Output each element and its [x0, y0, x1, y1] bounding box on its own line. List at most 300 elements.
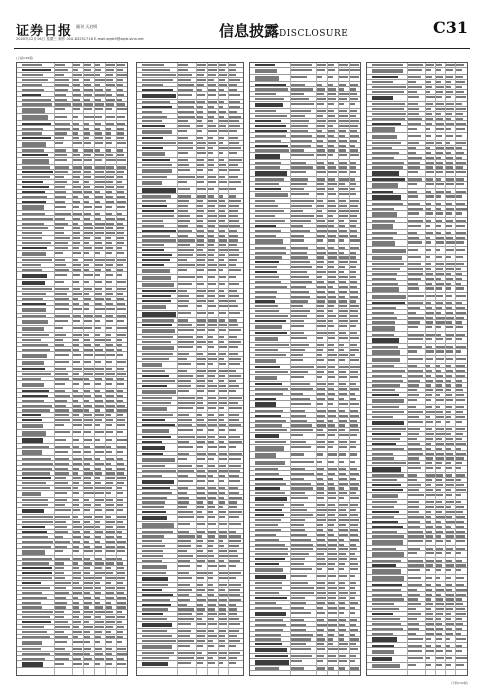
table-cell-text: [436, 511, 443, 513]
table-cell-text: [446, 548, 453, 550]
table-cell-text: [436, 178, 441, 180]
table-cell-text: [408, 577, 421, 579]
table-cell-text: [408, 535, 424, 537]
table-cell-text: [55, 390, 64, 392]
table-cell-text: [290, 473, 313, 475]
table-cell-text: [106, 354, 115, 356]
table-cell-text: [408, 108, 419, 110]
table-cell-text: [339, 534, 348, 536]
table-cell-text: [55, 64, 65, 66]
table-cell-text: [350, 344, 357, 346]
table-cell-text: [456, 208, 467, 210]
table-cell-text: [328, 483, 334, 485]
table-cell-text: [426, 76, 433, 78]
table-cell-text: [426, 123, 432, 125]
table-cell-text: [456, 152, 465, 154]
table-cell-text: [208, 195, 214, 197]
table-cell-text: [73, 373, 79, 375]
table-cell-text: [229, 188, 236, 190]
table-cell-text: [55, 458, 69, 460]
table-cell-text: [408, 457, 419, 459]
table-cell-text: [350, 587, 356, 589]
table-cell-text: [350, 643, 356, 645]
table-cell-text: [426, 462, 432, 464]
header-rule: [14, 48, 470, 49]
table-cell-text: [218, 535, 227, 537]
table-cell-text: [456, 494, 461, 496]
table-cell-text: [84, 572, 90, 574]
table-cell-text: [255, 655, 287, 657]
table-cell-text: [339, 200, 347, 202]
table-cell-text: [178, 584, 190, 586]
table-cell-text: [117, 288, 126, 290]
table-cell-text: [426, 203, 432, 205]
table-cell-text: [84, 373, 93, 375]
table-cell-text: [229, 159, 242, 161]
table-cell-text: [178, 283, 192, 285]
table-cell-text: [290, 667, 304, 669]
table-cell-text: [22, 562, 49, 564]
table-cell-text: [456, 278, 463, 280]
table-cell-text: [350, 261, 357, 263]
table-cell-text: [229, 111, 237, 113]
table-cell-text: [456, 287, 465, 289]
table-cell-text: [339, 145, 346, 147]
table-cell-text: [446, 584, 452, 586]
table-cell-text: [55, 264, 65, 266]
table-cell-text: [218, 414, 224, 416]
table-cell-text: [255, 410, 282, 412]
table-cell-text: [142, 74, 176, 76]
table-cell-text: [255, 548, 288, 550]
table-cell-text: [255, 553, 288, 555]
table-cell-text: [290, 424, 312, 426]
table-cell-text: [446, 208, 455, 210]
table-cell-text: [317, 145, 323, 147]
table-cell-text: [55, 349, 70, 351]
table-cell-text: [426, 416, 431, 418]
table-cell-text: [317, 220, 326, 222]
table-cell-text: [218, 152, 223, 154]
table-cell-text: [328, 332, 335, 334]
table-cell-text: [426, 220, 431, 222]
table-cell-text: [22, 602, 41, 604]
table-cell-text: [436, 484, 443, 486]
table-cell-text: [208, 545, 214, 547]
table-cell-text: [22, 400, 43, 402]
table-cell-text: [106, 626, 113, 628]
table-cell-text: [178, 164, 189, 166]
table-cell-text: [426, 650, 434, 652]
table-cell-text: [208, 169, 213, 171]
table-cell-text: [372, 399, 404, 403]
table-cell-text: [290, 205, 312, 207]
table-cell-text: [84, 242, 89, 244]
table-cell-text: [229, 358, 241, 360]
table-cell-text: [218, 480, 224, 482]
table-cell-text: [106, 186, 114, 188]
table-cell-text: [426, 552, 434, 554]
table-cell-text: [178, 662, 191, 664]
table-cell-text: [84, 264, 89, 266]
table-cell-text: [208, 635, 217, 637]
table-cell-text: [436, 494, 443, 496]
table-cell-text: [142, 535, 164, 537]
table-cell-text: [117, 74, 127, 76]
table-cell-text: [229, 137, 238, 139]
table-cell-text: [208, 470, 217, 472]
table-cell-text: [317, 239, 323, 241]
table-cell-text: [208, 130, 217, 132]
table-cell-text: [142, 458, 175, 462]
table-cell-text: [106, 383, 112, 385]
table-cell-text: [178, 264, 195, 266]
table-cell-text: [339, 634, 344, 636]
table-cell-text: [328, 429, 337, 431]
table-cell-text: [339, 64, 348, 66]
table-cell-text: [117, 468, 125, 470]
table-cell-text: [117, 582, 123, 584]
table-cell-text: [339, 359, 345, 361]
table-cell-text: [229, 380, 236, 382]
table-cell-text: [229, 613, 237, 615]
table-cell-text: [229, 341, 241, 343]
table-cell-text: [456, 317, 464, 319]
table-cell-text: [218, 652, 227, 654]
table-cell-text: [350, 135, 359, 137]
table-cell-text: [339, 183, 345, 185]
table-row: [250, 647, 360, 654]
table-cell-text: [117, 621, 123, 623]
table-cell-text: [197, 560, 204, 562]
table-cell-text: [317, 162, 324, 164]
table-cell-text: [55, 344, 64, 346]
table-cell-text: [73, 247, 79, 249]
table-cell-text: [106, 562, 114, 564]
table-cell-text: [117, 653, 127, 655]
table-cell-text: [290, 125, 308, 127]
table-cell-text: [229, 497, 242, 499]
table-cell-text: [408, 623, 419, 625]
table-cell-text: [339, 93, 349, 95]
table-cell-text: [446, 171, 454, 173]
table-cell-text: [106, 334, 111, 336]
table-cell-text: [229, 283, 239, 285]
table-cell-text: [339, 276, 349, 278]
table-cell-text: [317, 135, 325, 137]
table-cell-text: [178, 79, 191, 81]
table-cell-text: [255, 69, 277, 73]
table-cell-text: [218, 436, 226, 438]
table-cell-text: [372, 338, 399, 342]
table-cell-text: [55, 468, 67, 470]
table-cell-text: [197, 111, 203, 113]
table-cell-text: [408, 380, 421, 382]
table-cell-text: [117, 166, 126, 168]
table-cell-text: [218, 249, 227, 251]
table-cell-text: [229, 205, 239, 207]
table-cell-text: [142, 69, 170, 71]
table-cell-text: [328, 487, 336, 489]
table-cell-text: [106, 196, 113, 198]
table-cell-text: [95, 577, 102, 579]
table-cell-text: [339, 315, 347, 317]
table-row: [250, 238, 360, 245]
table-cell-text: [218, 402, 227, 404]
table-cell-text: [372, 489, 403, 491]
table-cell-text: [290, 638, 310, 640]
table-cell-text: [350, 624, 356, 626]
table-cell-text: [317, 325, 326, 327]
table-cell-text: [142, 125, 165, 127]
table-cell-text: [106, 477, 115, 479]
table-cell-text: [408, 237, 420, 239]
table-cell-text: [218, 511, 225, 513]
table-row: [367, 568, 467, 575]
table-cell-text: [117, 536, 123, 538]
table-cell-text: [106, 259, 115, 261]
column-1: [16, 56, 128, 678]
table-cell-text: [106, 142, 113, 144]
table-cell-text: [106, 154, 114, 156]
table-cell-text: [317, 286, 326, 288]
table-cell-text: [142, 572, 166, 574]
table-cell-text: [446, 467, 452, 469]
table-cell-text: [372, 302, 405, 304]
table-cell-text: [95, 611, 105, 613]
table-cell-text: [106, 303, 113, 305]
table-cell-text: [339, 84, 346, 86]
table-cell-text: [95, 516, 103, 518]
table-cell-text: [117, 567, 124, 569]
table-cell-text: [22, 354, 47, 358]
table-cell-text: [317, 434, 325, 436]
table-cell-text: [372, 584, 402, 586]
table-cell-text: [350, 69, 360, 71]
table-cell-text: [408, 462, 420, 464]
table-cell-text: [317, 344, 324, 346]
table-cell-text: [317, 178, 325, 180]
table-cell-text: [408, 178, 423, 180]
table-cell-text: [218, 613, 225, 615]
table-cell-text: [197, 283, 204, 285]
table-cell-text: [197, 370, 206, 372]
table-cell-text: [84, 487, 93, 489]
table-cell-text: [178, 249, 194, 251]
table-cell-text: [408, 657, 423, 659]
table-cell-text: [106, 546, 115, 548]
table-cell-text: [95, 354, 105, 356]
table-cell-text: [178, 446, 193, 448]
table-cell-text: [328, 149, 335, 151]
table-cell-text: [229, 89, 237, 91]
table-cell-text: [290, 624, 305, 626]
table-cell-text: [426, 91, 431, 93]
table-cell-text: [456, 384, 462, 386]
table-cell-text: [328, 592, 336, 594]
table-cell-text: [229, 475, 239, 477]
table-cell-text: [339, 247, 345, 249]
table-cell-text: [208, 69, 217, 71]
table-cell-text: [290, 592, 313, 594]
table-cell-text: [95, 400, 103, 402]
table-cell-text: [208, 657, 214, 659]
table-cell-text: [73, 281, 80, 283]
table-cell-text: [229, 662, 236, 664]
table-cell-text: [290, 130, 308, 132]
table-row: [367, 95, 467, 102]
table-cell-text: [208, 324, 217, 326]
table-cell-text: [317, 93, 324, 95]
table-cell-text: [95, 339, 105, 341]
table-cell-text: [446, 249, 454, 251]
table-cell-text: [229, 276, 236, 278]
table-cell-text: [73, 468, 79, 470]
table-cell-text: [436, 633, 442, 635]
table-cell-text: [84, 504, 91, 506]
table-cell-text: [73, 521, 81, 523]
table-cell-text: [339, 403, 348, 405]
table-cell-text: [456, 540, 465, 542]
table-cell-text: [178, 358, 187, 360]
table-cell-text: [106, 344, 113, 346]
table-cell-text: [339, 349, 344, 351]
table-cell-text: [290, 115, 304, 117]
table-cell-text: [95, 567, 102, 569]
table-cell-text: [339, 410, 346, 412]
table-cell-text: [255, 619, 283, 621]
table-cell-text: [106, 84, 116, 86]
table-cell-text: [142, 370, 165, 372]
table-cell-text: [317, 624, 327, 626]
table-cell-text: [197, 453, 206, 455]
table-cell-text: [436, 608, 444, 610]
table-cell-text: [73, 293, 82, 295]
table-cell-text: [95, 409, 100, 411]
table-cell-text: [106, 536, 114, 538]
table-cell-text: [197, 531, 205, 533]
table-cell-text: [456, 521, 464, 523]
table-cell-text: [73, 409, 83, 411]
table-cell-text: [317, 261, 325, 263]
table-cell-text: [408, 142, 419, 144]
table-cell-text: [142, 169, 172, 173]
table-cell-text: [350, 291, 358, 293]
table-cell-text: [229, 630, 239, 632]
table-row: [367, 182, 467, 189]
table-row: [367, 240, 467, 247]
table-cell-text: [142, 516, 166, 520]
table-cell-text: [446, 564, 455, 566]
table-row: [137, 456, 243, 463]
table-cell-text: [255, 344, 288, 346]
table-cell-text: [55, 648, 64, 650]
table-cell-text: [339, 619, 346, 621]
table-cell-text: [255, 529, 281, 531]
table-cell-text: [339, 597, 346, 599]
table-cell-text: [22, 658, 44, 660]
table-cell-text: [328, 188, 334, 190]
table-cell-text: [350, 612, 355, 614]
table-cell-text: [350, 592, 356, 594]
table-cell-text: [229, 64, 236, 66]
table-cell-text: [197, 290, 206, 292]
table-cell-text: [142, 540, 162, 542]
table-cell-text: [317, 655, 324, 657]
table-cell-text: [84, 606, 89, 608]
table-cell-text: [436, 278, 442, 280]
table-cell-text: [456, 433, 463, 435]
table-cell-text: [350, 366, 360, 368]
table-cell-text: [55, 74, 63, 76]
table-cell-text: [350, 619, 357, 621]
table-cell-text: [197, 137, 202, 139]
table-cell-text: [229, 312, 240, 314]
table-cell-text: [197, 441, 205, 443]
table-cell-text: [73, 349, 79, 351]
table-cell-text: [117, 123, 125, 125]
table-cell-text: [229, 618, 239, 620]
table-row: [367, 493, 467, 500]
table-cell-text: [208, 511, 213, 513]
table-cell-text: [142, 560, 162, 562]
table-cell-text: [328, 473, 335, 475]
table-cell-text: [290, 366, 314, 368]
table-cell-text: [328, 607, 337, 609]
table-cell-text: [208, 501, 213, 503]
table-cell-text: [255, 366, 279, 368]
table-cell-text: [84, 123, 89, 125]
table-cell-text: [142, 475, 162, 477]
table-cell-text: [255, 125, 285, 127]
table-cell-text: [95, 550, 102, 552]
table-cell-text: [328, 575, 336, 577]
table-cell-text: [317, 602, 325, 604]
table-cell-text: [426, 307, 433, 309]
table-cell-text: [95, 349, 103, 351]
table-cell-text: [95, 558, 102, 560]
table-cell-text: [290, 634, 312, 636]
table-cell-text: [317, 492, 324, 494]
table-cell-text: [73, 327, 83, 329]
table-cell-text: [436, 162, 443, 164]
table-cell-text: [339, 478, 347, 480]
table-cell-text: [350, 310, 358, 312]
table-cell-text: [339, 660, 347, 662]
table-cell-text: [197, 424, 205, 426]
table-cell-text: [372, 576, 405, 580]
table-cell-text: [218, 635, 225, 637]
table-cell-text: [22, 108, 45, 112]
table-cell-text: [255, 230, 281, 232]
table-cell-text: [255, 110, 276, 112]
table-cell-text: [436, 326, 441, 328]
table-cell-text: [55, 327, 63, 329]
table-cell-text: [73, 419, 82, 421]
table-cell-text: [106, 653, 112, 655]
table-cell-text: [255, 648, 287, 652]
table-cell-text: [84, 223, 92, 225]
table-cell-text: [408, 232, 418, 234]
table-cell-text: [84, 558, 90, 560]
table-cell-text: [73, 79, 79, 81]
table-cell-text: [317, 563, 326, 565]
table-cell-text: [290, 276, 309, 278]
table-cell-text: [426, 157, 434, 159]
table-cell-text: [229, 319, 237, 321]
table-cell-text: [317, 410, 326, 412]
table-cell-text: [84, 288, 93, 290]
